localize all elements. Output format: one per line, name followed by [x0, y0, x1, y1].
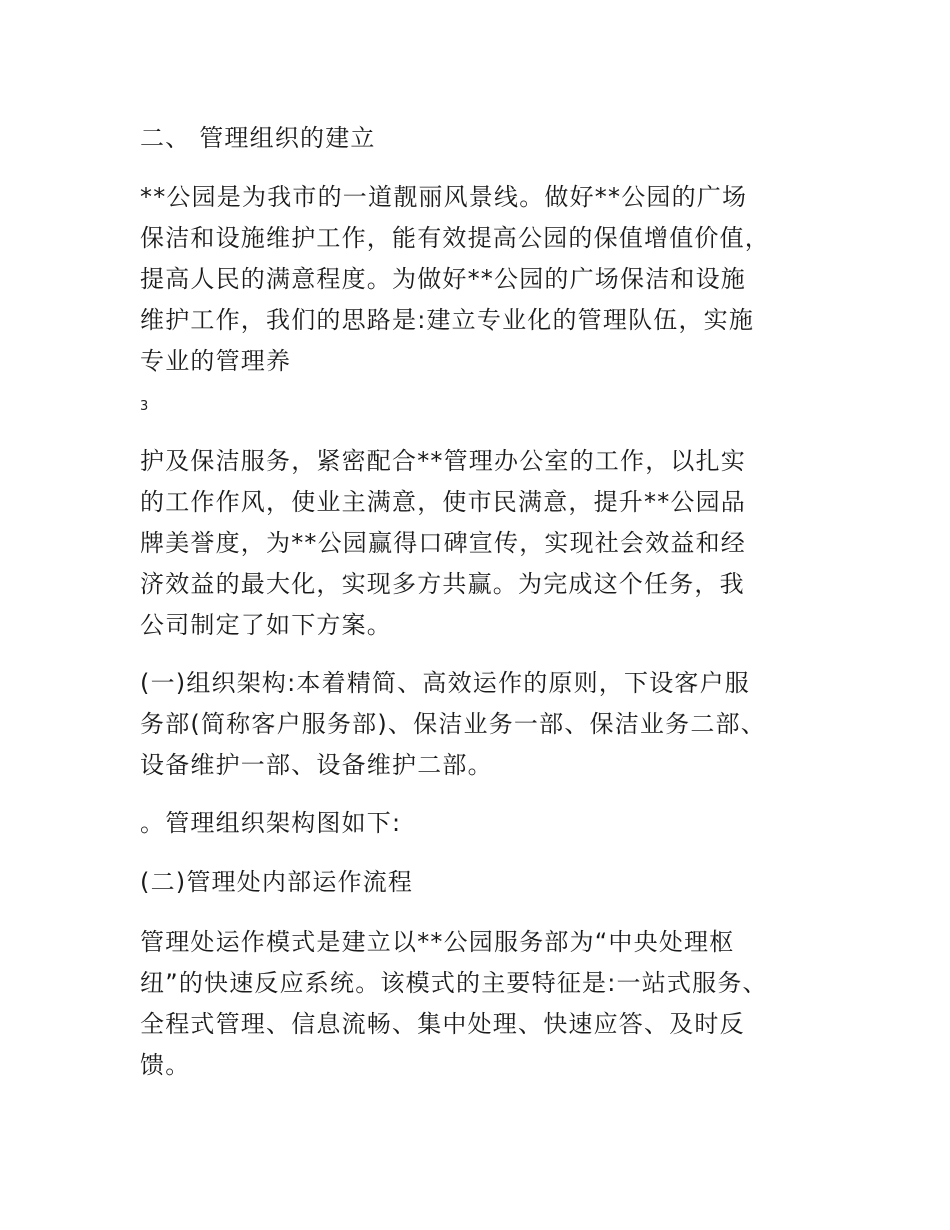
paragraph-line: 专业的管理养	[140, 347, 292, 375]
paragraph-line: 济效益的最大化，实现多方共赢。为完成这个任务，我	[140, 570, 745, 598]
paragraph-line: 牌美誉度，为**公园赢得口碑宣传，实现社会效益和经	[140, 529, 746, 557]
paragraph-line: 全程式管理、信息流畅、集中处理、快速应答、及时反	[140, 1010, 745, 1038]
paragraph-line: 管理处运作模式是建立以**公园服务部为“中央处理枢	[140, 928, 735, 956]
section-org-structure	[140, 663, 766, 786]
section-heading	[140, 118, 376, 159]
paragraph-line: 保洁和设施维护工作，能有效提高公园的保值增值价值，	[140, 224, 770, 252]
heading-text: 二、 管理组织的建立	[140, 124, 376, 152]
paragraph-line: 提高人民的满意程度。为做好**公园的广场保洁和设施	[140, 265, 746, 293]
paragraph-line: 设备维护一部、设备维护二部。	[140, 751, 493, 779]
paragraph-intro	[140, 177, 770, 382]
paragraph-continued	[140, 441, 746, 646]
paragraph-operating-model	[140, 922, 768, 1086]
page-number: 3	[140, 399, 149, 414]
paragraph-line: 的工作作风，使业主满意，使市民满意，提升**公园品	[140, 488, 746, 516]
paragraph-line: **公园是为我市的一道靓丽风景线。做好**公园的广场	[140, 183, 748, 211]
paragraph-line: 护及保洁服务，紧密配合**管理办公室的工作，以扎实	[140, 447, 746, 475]
paragraph-line: 公司制定了如下方案。	[140, 611, 392, 639]
paragraph-line: 务部(简称客户服务部)、保洁业务一部、保洁业务二部、	[140, 710, 766, 738]
chart-note-text: 。管理组织架构图如下:	[140, 809, 402, 837]
section-workflow-heading	[140, 862, 413, 903]
paragraph-line: 馈。	[140, 1051, 191, 1079]
paragraph-line: (一)组织架构:本着精简、高效运作的原则，下设客户服	[140, 669, 751, 697]
paragraph-line: 维护工作，我们的思路是:建立专业化的管理队伍，实施	[140, 306, 755, 334]
paragraph-line: 纽”的快速反应系统。该模式的主要特征是:一站式服务、	[140, 969, 768, 997]
section-heading-text: (二)管理处内部运作流程	[140, 868, 414, 896]
chart-note	[140, 803, 401, 844]
